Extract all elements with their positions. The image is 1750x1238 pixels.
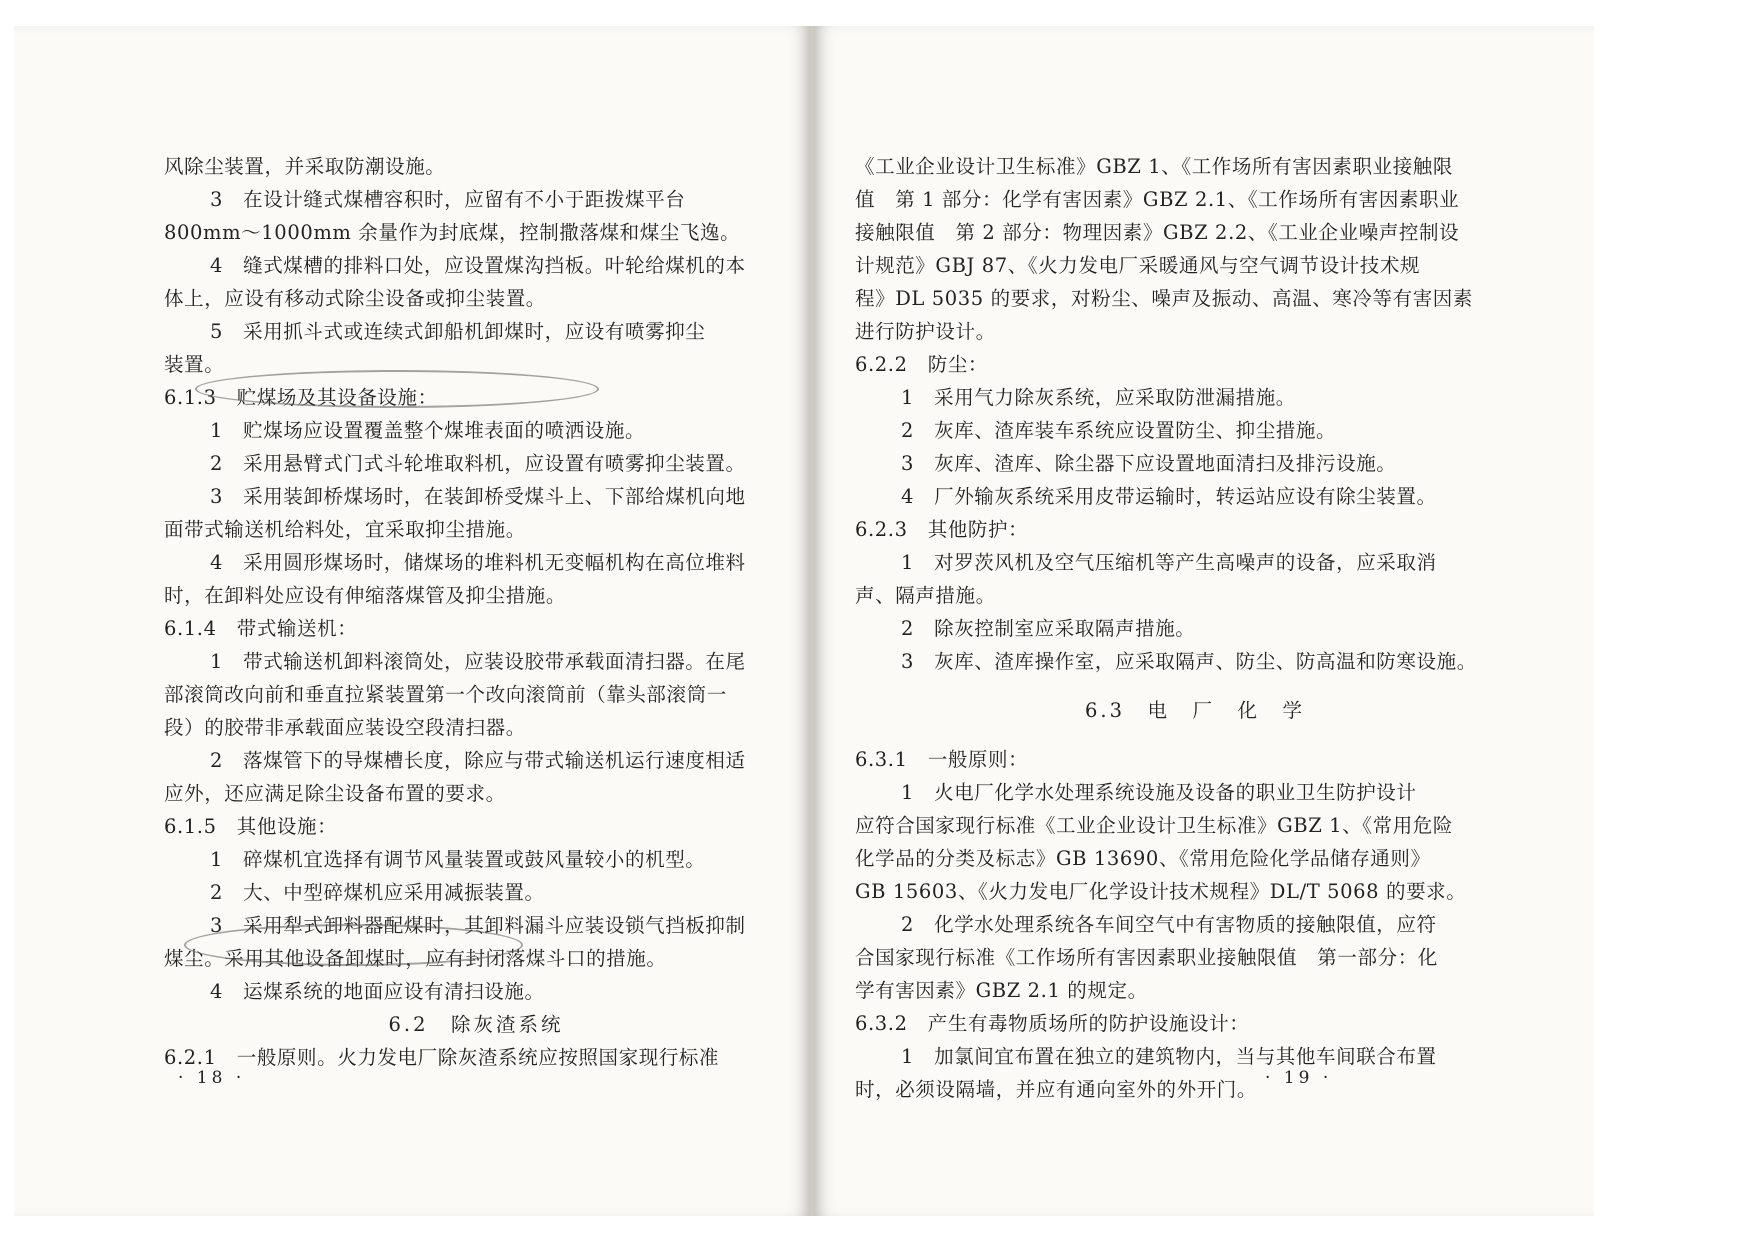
text-line: 体上，应设有移动式除尘设备或抑尘装置。: [164, 287, 546, 310]
text-line: 3 采用装卸桥煤场时，在装卸桥受煤斗上、下部给煤机向地: [210, 485, 746, 508]
left-page-text: [164, 150, 788, 1074]
text-line: 1 对罗茨风机及空气压缩机等产生高噪声的设备，应采取消: [901, 551, 1437, 574]
text-line: 2 除灰控制室应采取隔声措施。: [901, 617, 1196, 640]
spacer: [855, 727, 1535, 743]
text-line: 4 采用圆形煤场时，储煤场的堆料机无变幅机构在高位堆料: [210, 551, 746, 574]
text-line: 2 大、中型碎煤机应采用减振装置。: [210, 881, 545, 904]
text-line: 3 灰库、渣库操作室，应采取隔声、防尘、防高温和防寒设施。: [901, 650, 1477, 673]
text-line: 2 灰库、渣库装车系统应设置防尘、抑尘措施。: [901, 419, 1337, 442]
text-line: 计规范》GBJ 87、《火力发电厂采暖通风与空气调节设计技术规: [855, 254, 1421, 277]
text-line: 2 采用悬臂式门式斗轮堆取料机，应设置有喷雾抑尘装置。: [210, 452, 746, 475]
text-line: 2 落煤管下的导煤槽长度，除应与带式输送机运行速度相适: [210, 749, 746, 772]
left-page: [14, 26, 810, 1216]
text-line: 1 加氯间宜布置在独立的建筑物内，当与其他车间联合布置: [901, 1045, 1437, 1068]
right-page-text: [855, 150, 1535, 1106]
text-line: 风除尘装置，并采取防潮设施。: [164, 155, 446, 178]
text-line: 值 第 1 部分：化学有害因素》GBZ 2.1、《工作场所有害因素职业: [855, 188, 1460, 211]
clause-heading: 6.2.1 一般原则。火力发电厂除灰渣系统应按照国家现行标准: [164, 1046, 720, 1069]
text-line: 4 厂外输灰系统采用皮带运输时，转运站应设有除尘装置。: [901, 485, 1437, 508]
page-number-left: · 18 ·: [178, 1068, 246, 1088]
text-line: 学有害因素》GBZ 2.1 的规定。: [855, 979, 1148, 1002]
text-line: 程》DL 5035 的要求，对粉尘、噪声及振动、高温、寒冷等有害因素: [855, 287, 1474, 310]
text-line: 时，必须设隔墙，并应有通向室外的外开门。: [855, 1078, 1258, 1101]
text-line: 进行防护设计。: [855, 320, 996, 343]
text-line: 1 碎煤机宜选择有调节风量装置或鼓风量较小的机型。: [210, 848, 706, 871]
text-line: 化学品的分类及标志》GB 13690、《常用危险化学品储存通则》: [855, 847, 1431, 870]
text-line: 3 在设计缝式煤槽容积时，应留有不小于距拨煤平台: [210, 188, 686, 211]
text-line: 3 采用犁式卸料器配煤时，其卸料漏斗应装设锁气挡板抑制: [210, 914, 746, 937]
text-line: 煤尘。采用其他设备卸煤时，应有封闭落煤斗口的措施。: [164, 947, 667, 970]
text-line: 《工业企业设计卫生标准》GBZ 1、《工作场所有害因素职业接触限: [855, 155, 1454, 178]
text-line: 800mm～1000mm 余量作为封底煤，控制撒落煤和煤尘飞逸。: [164, 221, 741, 244]
text-line: 部滚筒改向前和垂直拉紧装置第一个改向滚筒前（靠头部滚筒一: [164, 683, 727, 706]
text-line: 应外，还应满足除尘设备布置的要求。: [164, 782, 506, 805]
text-line: 4 运煤系统的地面应设有清扫设施。: [210, 980, 545, 1003]
clause-heading: 6.3.1 一般原则：: [855, 748, 1029, 771]
text-line: 4 缝式煤槽的排料口处，应设置煤沟挡板。叶轮给煤机的本: [210, 254, 746, 277]
text-line: 装置。: [164, 353, 225, 376]
text-line: 声、隔声措施。: [855, 584, 996, 607]
text-line: 段）的胶带非承载面应装设空段清扫器。: [164, 716, 526, 739]
text-line: 1 采用气力除灰系统，应采取防泄漏措施。: [901, 386, 1296, 409]
text-line: 接触限值 第 2 部分：物理因素》GBZ 2.2、《工业企业噪声控制设: [855, 221, 1460, 244]
text-line: 合国家现行标准《工作场所有害因素职业接触限值 第一部分：化: [855, 946, 1438, 969]
section-heading: 6.2 除灰渣系统: [388, 1013, 564, 1036]
clause-heading: 6.3.2 产生有毒物质场所的防护设施设计：: [855, 1012, 1250, 1035]
spacer: [855, 678, 1535, 694]
clause-heading: 6.1.3 贮煤场及其设备设施：: [164, 386, 438, 409]
clause-heading: 6.1.4 带式输送机：: [164, 617, 358, 640]
text-line: 3 灰库、渣库、除尘器下应设置地面清扫及排污设施。: [901, 452, 1397, 475]
text-line: 面带式输送机给料处，宜采取抑尘措施。: [164, 518, 526, 541]
scan-margin: [0, 1218, 1750, 1238]
text-line: 1 贮煤场应设置覆盖整个煤堆表面的喷洒设施。: [210, 419, 646, 442]
clause-heading: 6.2.3 其他防护：: [855, 518, 1029, 541]
text-line: GB 15603、《火力发电厂化学设计技术规程》DL/T 5068 的要求。: [855, 880, 1467, 903]
clause-heading: 6.2.2 防尘：: [855, 353, 989, 376]
page-number-right: · 19 ·: [1265, 1068, 1333, 1088]
text-line: 1 带式输送机卸料滚筒处，应装设胶带承载面清扫器。在尾: [210, 650, 746, 673]
section-heading: 6.3 电 厂 化 学: [1084, 699, 1305, 722]
text-line: 1 火电厂化学水处理系统设施及设备的职业卫生防护设计: [901, 781, 1417, 804]
text-line: 5 采用抓斗式或连续式卸船机卸煤时，应设有喷雾抑尘: [210, 320, 706, 343]
text-line: 应符合国家现行标准《工业企业设计卫生标准》GBZ 1、《常用危险: [855, 814, 1454, 837]
right-page: [814, 26, 1594, 1216]
text-line: 2 化学水处理系统各车间空气中有害物质的接触限值，应符: [901, 913, 1437, 936]
clause-heading: 6.1.5 其他设施：: [164, 815, 338, 838]
text-line: 时，在卸料处应设有伸缩落煤管及抑尘措施。: [164, 584, 567, 607]
